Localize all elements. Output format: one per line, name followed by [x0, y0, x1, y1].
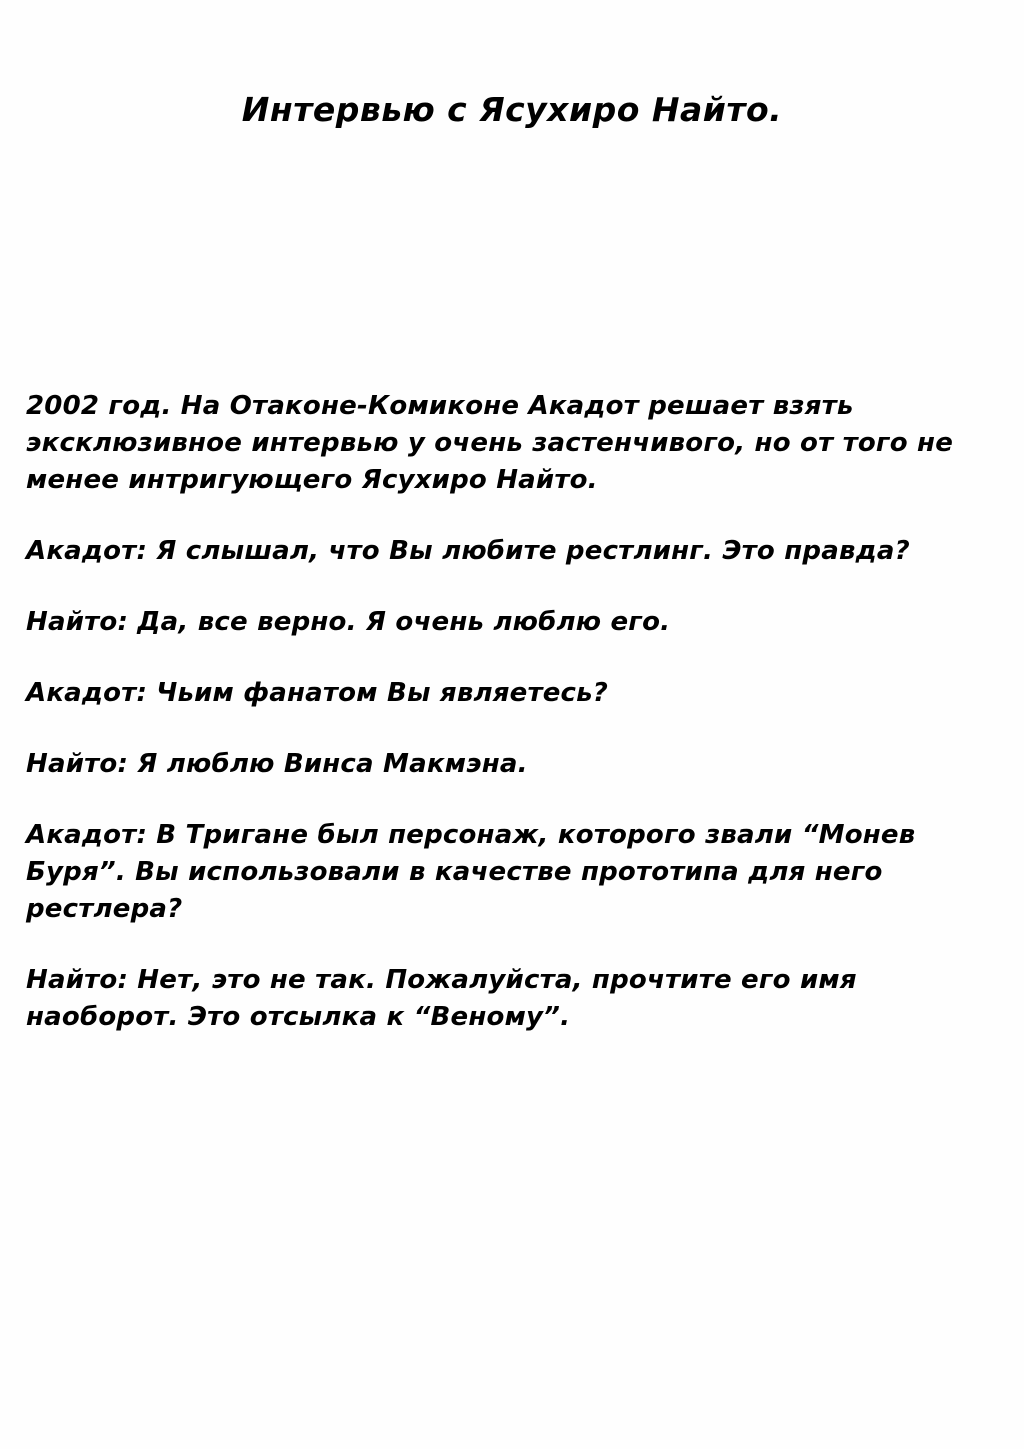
- document-title: Интервью с Ясухиро Найто.: [241, 90, 783, 129]
- interview-body: [26, 388, 1011, 1070]
- answer-character: Найто: Нет, это не так. Пожалуйста, прочтите его имя наоборот. Это отсылка к “Веному”.: [26, 965, 857, 1032]
- answer-fan: Найто: Я люблю Винса Макмэна.: [26, 749, 528, 779]
- answer-wrestling: Найто: Да, все верно. Я очень люблю его.: [26, 607, 671, 637]
- question-character: Акадот: В Тригане был персонаж, которого звали “Монев Буря”. Вы использовали в качестве прототипа для него рестлера?: [26, 820, 916, 924]
- intro-paragraph: 2002 год. На Отаконе-Комиконе Акадот решает взять эксклюзивное интервью у очень застенчивого, но от того не менее интригующего Ясухиро Найто.: [26, 391, 954, 495]
- question-wrestling: Акадот: Я слышал, что Вы любите рестлинг. Это правда?: [26, 536, 910, 566]
- question-fan: Акадот: Чьим фанатом Вы являетесь?: [26, 678, 609, 708]
